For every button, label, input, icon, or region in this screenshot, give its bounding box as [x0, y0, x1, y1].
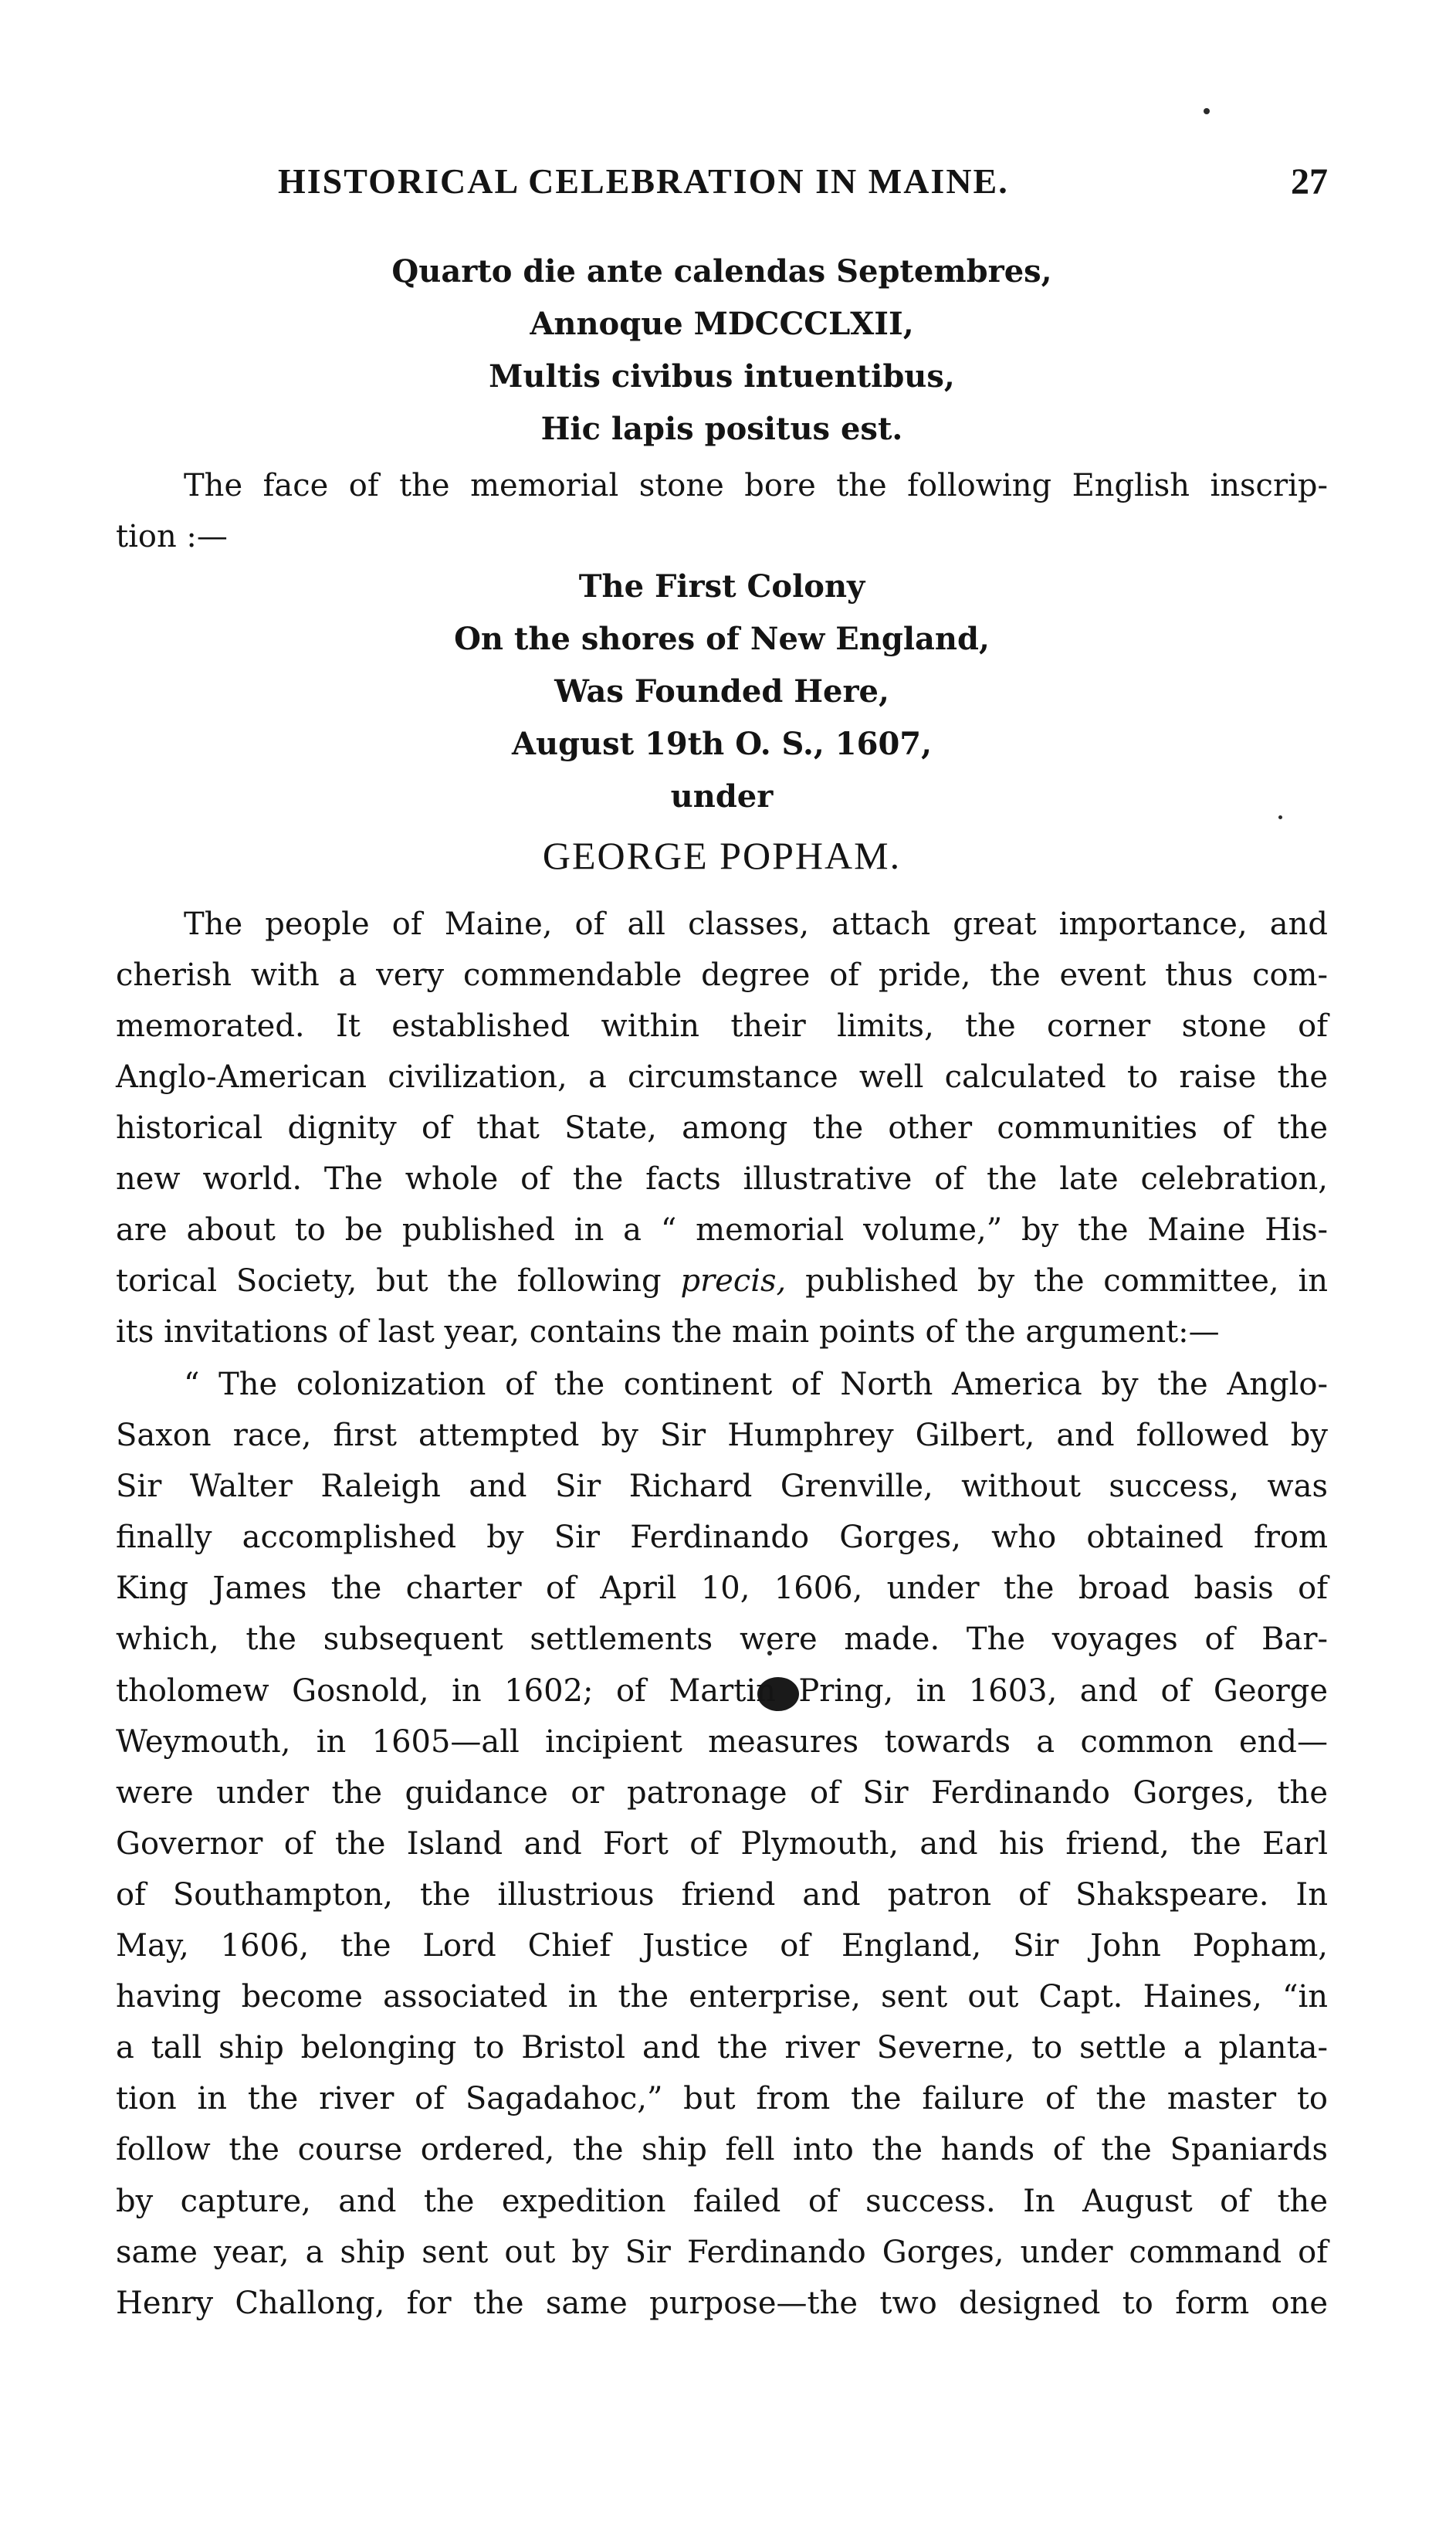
text-line: follow the course ordered, the ship fell into the hands of the Spaniards — [116, 2132, 1328, 2168]
text-line: having become associated in the enterprise, sent out Capt. Haines, “in — [116, 1979, 1328, 2015]
latin-inscription-line: Multis civibus intuentibus, — [489, 358, 955, 395]
text-line: “ The colonization of the continent of North America by the Anglo- — [184, 1367, 1328, 1402]
italic-word: precis, — [680, 1263, 787, 1299]
inscription-name: GEORGE POPHAM. — [542, 834, 902, 877]
people-of-maine-paragraph — [116, 899, 1328, 1357]
text-line: tion :— — [116, 519, 228, 554]
english-inscription-line: On the shores of New England, — [454, 621, 990, 657]
page-number: 27 — [1291, 161, 1328, 202]
text-line: which, the subsequent settlements were made. The voyages of Bar- — [116, 1622, 1328, 1658]
text-line: The people of Maine, of all classes, attach great importance, and — [184, 907, 1328, 942]
print-speck — [1204, 108, 1210, 114]
text-line: a tall ship belonging to Bristol and the river Severne, to settle a planta- — [116, 2030, 1328, 2066]
text-line: memorated. It established within their limits, the corner stone of — [116, 1008, 1328, 1044]
text-line: of Southampton, the illustrious friend and patron of Shakspeare. In — [116, 1876, 1328, 1913]
text-line: Weymouth, in 1605—all incipient measures towards a common end— — [116, 1723, 1328, 1760]
text-line: finally accomplished by Sir Ferdinando Gorges, who obtained from — [116, 1520, 1328, 1556]
colonization-quote-paragraph — [116, 1359, 1328, 2329]
english-inscription-line: Was Founded Here, — [554, 673, 889, 710]
text-segment: torical Society, but the following — [116, 1263, 662, 1299]
text-line: by capture, and the expedition failed of success. In August of the — [116, 2183, 1328, 2219]
text-line: were under the guidance or patronage of Sir Ferdinando Gorges, the — [116, 1774, 1328, 1811]
english-inscription-line: under — [670, 778, 774, 815]
text-line: Anglo-American civilization, a circumstance well calculated to raise the — [116, 1059, 1328, 1095]
english-inscription — [116, 561, 1328, 886]
text-line: historical dignity of that State, among the other communities of the — [116, 1110, 1328, 1146]
text-line: King James the charter of April 10, 1606, under the broad basis of — [116, 1571, 1328, 1607]
latin-inscription-line: Annoque MDCCCLXII, — [530, 306, 914, 342]
running-head — [116, 161, 1328, 207]
latin-inscription — [116, 246, 1328, 456]
english-inscription-line: The First Colony — [578, 568, 865, 605]
text-line: are about to be published in a “ memorial volume,” by the Maine His- — [116, 1212, 1328, 1248]
text-line: Governor of the Island and Fort of Plymouth, and his friend, the Earl — [116, 1825, 1328, 1862]
text-line: Sir Walter Raleigh and Sir Richard Grenville, without success, was — [116, 1469, 1328, 1505]
text-line — [116, 1256, 1328, 1306]
text-line: tion in the river of Sagadahoc,” but from the failure of the master to — [116, 2081, 1328, 2117]
latin-inscription-line: Quarto die ante calendas Septembres, — [391, 253, 1052, 290]
text-line: same year, a ship sent out by Sir Ferdinando Gorges, under command of — [116, 2234, 1328, 2270]
text-line: tholomew Gosnold, in 1602; of Martin Pring, in 1603, and of George — [116, 1672, 1328, 1709]
english-inscription-line: August 19th O. S., 1607, — [511, 726, 933, 762]
text-line: The face of the memorial stone bore the following English inscrip- — [184, 468, 1328, 503]
running-head-title: HISTORICAL CELEBRATION IN MAINE. — [278, 161, 1009, 201]
inscription-intro-paragraph — [116, 460, 1328, 562]
latin-inscription-line: Hic lapis positus est. — [540, 411, 903, 447]
text-line: its invitations of last year, contains the main points of the argument:— — [116, 1314, 1220, 1350]
text-segment: published by the committee, in — [786, 1263, 1328, 1299]
text-line: May, 1606, the Lord Chief Justice of England, Sir John Popham, — [116, 1928, 1328, 1964]
text-line: cherish with a very commendable degree of pride, the event thus com- — [116, 957, 1328, 993]
text-line: Saxon race, first attempted by Sir Humphrey Gilbert, and followed by — [116, 1418, 1328, 1454]
text-line: new world. The whole of the facts illustrative of the late celebration, — [116, 1161, 1328, 1197]
text-line: Henry Challong, for the same purpose—the two designed to form one — [116, 2285, 1328, 2321]
